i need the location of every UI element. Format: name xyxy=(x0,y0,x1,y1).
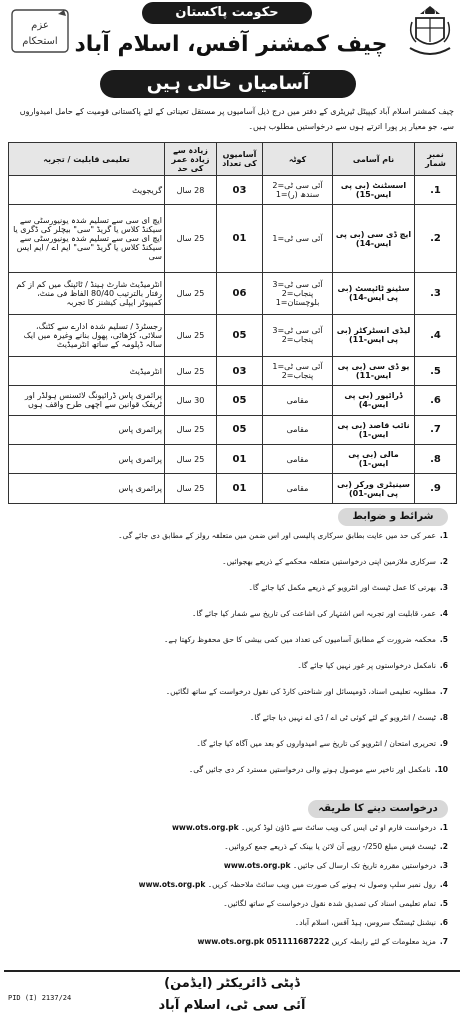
row-sn: 6. xyxy=(415,386,457,415)
row-post: ایچ ڈی سی (بی پی ایس-14) xyxy=(333,205,415,272)
row-count: 03 xyxy=(217,176,263,205)
row-quota: مقامی xyxy=(263,474,333,504)
list-item xyxy=(8,879,448,890)
intro-paragraph: چیف کمشنر اسلام آباد کیپیٹل ٹیریٹری کے دفتر میں درج ذیل آسامیوں پر مستقل تعیناتی کے لئے پاکستانی قومیت کے حامل امیدواروں سے، جو معیار پر پورا اترتے ہوں سے درخواستیں مطلوب ہیں۔ xyxy=(19,107,454,131)
item-number: 2. xyxy=(439,557,448,566)
item-number: 4. xyxy=(439,609,448,618)
item-text: سرکاری ملازمین اپنی درخواستیں متعلقہ محکمے کے ذریعے بھجوائیں۔ xyxy=(222,557,436,566)
list-item xyxy=(8,556,448,567)
row-post: ڈرائیور (بی پی ایس-4) xyxy=(333,386,415,415)
vacancies-banner: آسامیاں خالی ہیں xyxy=(100,70,356,98)
list-item xyxy=(8,841,448,852)
list-item xyxy=(8,738,448,749)
row-quota: آئی سی ٹی=1 xyxy=(263,205,333,272)
row-qualification: پرائمری پاس xyxy=(9,474,165,504)
row-age: 25 سال xyxy=(165,272,217,314)
row-count: 06 xyxy=(217,272,263,314)
table-row xyxy=(9,445,457,474)
row-sn: 1. xyxy=(415,176,457,205)
terms-heading: شرائط و ضوابط xyxy=(338,508,448,526)
row-quota: آئی سی ٹی=2 سندھ (ر)=1 xyxy=(263,176,333,205)
item-number: 1. xyxy=(439,531,448,540)
row-sn: 3. xyxy=(415,272,457,314)
table-row xyxy=(9,356,457,385)
item-text: عمر، قابلیت اور تجربہ اس اشتہار کی اشاعت کی تاریخ سے شمار کیا جائے گا۔ xyxy=(192,609,436,618)
row-age: 25 سال xyxy=(165,415,217,444)
row-post: یو ڈی سی (بی پی ایس-11) xyxy=(333,356,415,385)
row-age: 25 سال xyxy=(165,474,217,504)
list-item xyxy=(8,822,448,833)
table-row xyxy=(9,272,457,314)
item-text: مزید معلومات کے لئے رابطہ کریں xyxy=(331,937,436,946)
row-age: 30 سال xyxy=(165,386,217,415)
row-count: 01 xyxy=(217,474,263,504)
header-qualification: تعلیمی قابلیت / تجربہ xyxy=(9,143,165,176)
table-row xyxy=(9,474,457,504)
row-qualification: پرائمری پاس ڈرائیونگ لائسنس ہولڈر اور ٹریفک قوانین سے اچھی طرح واقف ہوں xyxy=(9,386,165,415)
table-row xyxy=(9,205,457,272)
list-item xyxy=(8,764,448,775)
table-row xyxy=(9,415,457,444)
item-text: تحریری امتحان / انٹرویو کی تاریخ سے امیدواروں کو بعد میں آگاہ کیا جائے گا۔ xyxy=(196,739,436,748)
item-text: ٹیسٹ / انٹرویو کے لئے کوئی ٹی اے / ڈی اے نہیں دیا جائے گا۔ xyxy=(249,713,436,722)
item-text: تمام تعلیمی اسناد کی تصدیق شدہ نقول درخواست کے ساتھ لگائیں۔ xyxy=(223,899,436,908)
row-sn: 5. xyxy=(415,356,457,385)
office-title: چیف کمشنر آفس، اسلام آباد xyxy=(74,32,388,57)
item-text: بھرتی کا عمل ٹیسٹ اور انٹرویو کے ذریعے مکمل کیا جائے گا۔ xyxy=(248,583,436,592)
footer xyxy=(4,970,460,1026)
row-qualification: پرائمری پاس xyxy=(9,445,165,474)
apply-list xyxy=(8,822,448,958)
svg-text:استحکام: استحکام xyxy=(22,36,58,47)
list-item xyxy=(8,634,448,645)
row-qualification: پرائمری پاس xyxy=(9,415,165,444)
row-count: 01 xyxy=(217,445,263,474)
row-qualification: ایچ ای سی سے تسلیم شدہ یونیورسٹی سے سیکنڈ کلاس یا گریڈ "سی" بیچلر کی ڈگری یا ایچ ای سی سے تسلیم شدہ یونیورسٹی سے سیکنڈ کلاس یا گریڈ "سی" ایم اے / ایم ایس سی xyxy=(9,205,165,272)
row-age: 28 سال xyxy=(165,176,217,205)
row-sn: 9. xyxy=(415,474,457,504)
list-item xyxy=(8,898,448,909)
row-count: 03 xyxy=(217,356,263,385)
signatory-title: ڈپٹی ڈائریکٹر (ایڈمن) xyxy=(164,976,300,991)
how-to-apply-heading: درخواست دینے کا طریقہ xyxy=(308,800,448,818)
row-sn: 2. xyxy=(415,205,457,272)
list-item xyxy=(8,936,448,947)
item-number: 10. xyxy=(434,765,448,774)
header-post: نام آسامی xyxy=(333,143,415,176)
azm-e-istehkam-logo xyxy=(10,6,70,58)
item-number: 8. xyxy=(439,713,448,722)
ots-link[interactable]: www.ots.org.pk xyxy=(138,880,206,889)
row-count: 01 xyxy=(217,205,263,272)
contact-link[interactable]: www.ots.org.pk 051111687222 xyxy=(197,937,330,946)
list-item xyxy=(8,917,448,928)
header-quota: کوٹہ xyxy=(263,143,333,176)
row-post: لیڈی انسٹرکٹر (بی پی ایس-11) xyxy=(333,314,415,356)
row-post: مالی (بی پی ایس-1) xyxy=(333,445,415,474)
row-age: 25 سال xyxy=(165,445,217,474)
item-number: 5. xyxy=(439,899,448,908)
item-text: مطلوبہ تعلیمی اسناد، ڈومیسائل اور شناختی کارڈ کی نقول درخواست کے ساتھ لگائیں۔ xyxy=(165,687,436,696)
row-quota: مقامی xyxy=(263,415,333,444)
item-text: درخواستیں مقررہ تاریخ تک ارسال کی جائیں۔ xyxy=(292,861,436,870)
item-number: 3. xyxy=(439,583,448,592)
row-qualification: گریجویٹ xyxy=(9,176,165,205)
item-number: 6. xyxy=(439,918,448,927)
header-count: آسامیوں کی تعداد xyxy=(217,143,263,176)
item-number: 9. xyxy=(439,739,448,748)
table-row xyxy=(9,176,457,205)
row-age: 25 سال xyxy=(165,356,217,385)
row-post: سٹینو ٹائپسٹ (بی پی ایس-14) xyxy=(333,272,415,314)
list-item xyxy=(8,860,448,871)
item-number: 4. xyxy=(439,880,448,889)
item-text: رول نمبر سلپ وصول نہ ہونے کی صورت میں ویب سائٹ ملاحظہ کریں۔ xyxy=(207,880,436,889)
item-number: 6. xyxy=(439,661,448,670)
row-quota: آئی سی ٹی=1 پنجاب=2 xyxy=(263,356,333,385)
item-number: 1. xyxy=(439,823,448,832)
row-count: 05 xyxy=(217,386,263,415)
row-qualification: انٹرمیڈیٹ xyxy=(9,356,165,385)
item-text: نامکمل اور تاخیر سے موصول ہونے والی درخواستیں مسترد کر دی جائیں گی۔ xyxy=(188,765,431,774)
row-qualification: رجسٹرڈ / تسلیم شدہ ادارے سے کٹنگ، سلائی، کڑھائی، پھول بنانے وغیرہ میں ایک سالہ ڈپلومہ کے ساتھ انٹرمیڈیٹ xyxy=(9,314,165,356)
row-post: اسسٹنٹ (بی پی ایس-15) xyxy=(333,176,415,205)
row-sn: 7. xyxy=(415,415,457,444)
government-label: حکومت پاکستان xyxy=(142,2,312,24)
row-qualification: انٹرمیڈیٹ شارٹ ہینڈ / ٹائپنگ میں کم از کم رفتار بالترتیب 80/40 الفاظ فی منٹ، کمپیوٹر ایپلی کیشنز کا تجربہ xyxy=(9,272,165,314)
table-row xyxy=(9,314,457,356)
item-text: نیشنل ٹیسٹنگ سروس، ہیڈ آفس، اسلام آباد۔ xyxy=(294,918,436,927)
row-quota: آئی سی ٹی=3 پنجاب=2 xyxy=(263,314,333,356)
ots-link[interactable]: www.ots.org.pk xyxy=(172,823,239,832)
item-number: 7. xyxy=(439,937,448,946)
item-text: درخواست فارم او ٹی ایس کی ویب سائٹ سے ڈاؤن لوڈ کریں۔ xyxy=(241,823,436,832)
row-count: 05 xyxy=(217,415,263,444)
item-number: 2. xyxy=(439,842,448,851)
pid-number: PID (I) 2137/24 xyxy=(8,994,72,1002)
pakistan-emblem-icon xyxy=(406,4,454,60)
row-age: 25 سال xyxy=(165,205,217,272)
row-count: 05 xyxy=(217,314,263,356)
header-sn: نمبر شمار xyxy=(415,143,457,176)
row-age: 25 سال xyxy=(165,314,217,356)
header xyxy=(4,0,460,64)
table-row xyxy=(9,386,457,415)
row-quota: مقامی xyxy=(263,386,333,415)
row-sn: 8. xyxy=(415,445,457,474)
list-item xyxy=(8,530,448,541)
item-text: نامکمل درخواستوں پر غور نہیں کیا جائے گا۔ xyxy=(297,661,436,670)
item-text: عمر کی حد میں عایت بطابق سرکاری پالیسی اور اس ضمن میں متعلقہ رولز کے مطابق دی جائے گی۔ xyxy=(118,531,436,540)
item-number: 5. xyxy=(439,635,448,644)
item-text: محکمہ ضرورت کے مطابق آسامیوں کی تعداد میں کمی بیشی کا حق محفوظ رکھتا ہے۔ xyxy=(164,635,436,644)
row-sn: 4. xyxy=(415,314,457,356)
advertisement-page xyxy=(4,0,460,1024)
list-item xyxy=(8,608,448,619)
list-item xyxy=(8,686,448,697)
signatory-office: آئی سی ٹی، اسلام آباد xyxy=(158,998,306,1013)
item-number: 3. xyxy=(439,861,448,870)
table-header-row xyxy=(9,143,457,176)
row-quota: مقامی xyxy=(263,445,333,474)
svg-text:عزم: عزم xyxy=(31,20,49,31)
item-number: 7. xyxy=(439,687,448,696)
row-post: نائب قاصد (بی پی ایس-1) xyxy=(333,415,415,444)
list-item xyxy=(8,660,448,671)
list-item xyxy=(8,582,448,593)
header-age: زیادہ سے زیادہ عمر کی حد xyxy=(165,143,217,176)
ots-link[interactable]: www.ots.org.pk xyxy=(223,861,291,870)
vacancy-table xyxy=(8,142,456,504)
terms-list xyxy=(8,530,448,794)
list-item xyxy=(8,712,448,723)
row-post: سینیٹری ورکر (بی پی ایس-01) xyxy=(333,474,415,504)
row-quota: آئی سی ٹی=3 پنجاب=2 بلوچستان=1 xyxy=(263,272,333,314)
item-text: ٹیسٹ فیس مبلغ 250/- روپے آن لائن یا بینک کے ذریعے جمع کروائیں۔ xyxy=(224,842,436,851)
